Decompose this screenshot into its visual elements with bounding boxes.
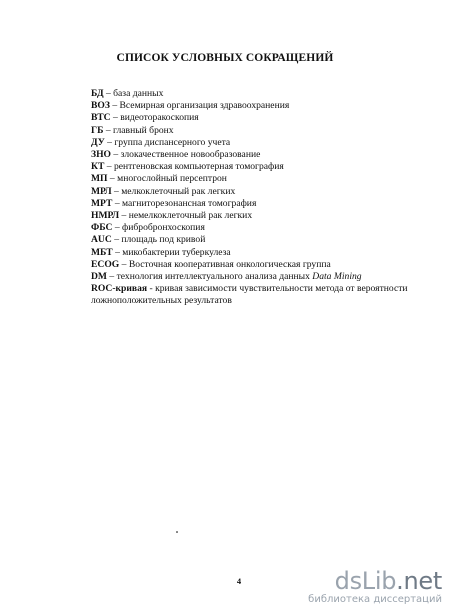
abbreviation-term: ФБС	[91, 222, 113, 234]
list-item	[91, 125, 426, 137]
list-item	[91, 198, 426, 210]
list-item	[91, 173, 426, 185]
list-item	[91, 271, 426, 283]
list-item	[91, 88, 426, 100]
abbreviation-definition: – мелкоклеточный рак легких	[111, 185, 236, 197]
abbreviation-definition: – Восточная кооперативная онкологическая группа	[119, 258, 331, 270]
abbreviation-term: МП	[91, 173, 108, 185]
list-item	[91, 222, 426, 234]
abbreviation-definition: – фибробронхоскопия	[112, 222, 205, 234]
abbreviation-definition: – база данных	[103, 88, 164, 99]
list-item	[91, 247, 426, 259]
watermark-subtitle: библиотека диссертаций	[308, 594, 442, 605]
abbreviation-term: МРЛ	[91, 185, 112, 197]
abbreviation-term: DM	[91, 271, 107, 283]
abbreviation-definition: - кривая зависимости чувствительности метода от вероятности ложноположительных результатов	[91, 283, 408, 307]
abbreviation-emphasis: Data Mining	[312, 271, 362, 283]
abbreviation-term: ДУ	[91, 136, 105, 148]
abbreviation-definition: – Всемирная организация здравоохранения	[109, 100, 290, 112]
watermark-logo-suffix: .net	[396, 567, 442, 595]
abbreviation-term: МРТ	[91, 197, 113, 209]
abbreviation-definition: – площадь под кривой	[111, 234, 206, 246]
abbreviation-term: ROC-кривая	[91, 283, 148, 295]
list-item	[91, 100, 426, 112]
abbreviation-definition: – магниторезонансная томография	[112, 197, 257, 209]
abbreviation-definition: – немелкоклеточный рак легких	[119, 210, 253, 222]
abbreviation-term: AUC	[91, 234, 112, 246]
abbreviation-definition: – злокачественное новообразование	[111, 149, 261, 161]
list-item	[91, 259, 426, 271]
abbreviation-term: БД	[91, 88, 104, 99]
watermark-logo-main: dsLib	[334, 567, 397, 595]
abbreviation-definition: – главный бронх	[103, 124, 174, 136]
abbreviation-definition: – группа диспансерного учета	[104, 136, 231, 148]
abbreviation-definition: – видеоторакоскопия	[110, 112, 199, 124]
watermark	[292, 569, 442, 611]
watermark-logo	[292, 569, 442, 593]
list-item	[91, 210, 426, 222]
scan-speck	[176, 531, 178, 533]
abbreviation-term: ГБ	[91, 124, 104, 136]
list-item	[91, 186, 426, 198]
page-number: 4	[236, 576, 242, 586]
abbreviation-list	[91, 88, 426, 308]
abbreviation-definition: – многослойный персептрон	[107, 173, 227, 185]
abbreviation-term: ВТС	[91, 112, 111, 124]
abbreviation-term: ECOG	[91, 258, 120, 270]
list-item	[91, 149, 426, 161]
abbreviation-term: КТ	[91, 161, 105, 173]
list-item	[91, 283, 426, 307]
abbreviation-term: МБТ	[91, 246, 113, 258]
abbreviation-definition: – микобактерии туберкулеза	[112, 246, 231, 258]
abbreviation-term: ВОЗ	[91, 100, 110, 112]
abbreviation-term: НМРЛ	[91, 210, 120, 222]
abbreviation-definition: – рентгеновская компьютерная томография	[104, 161, 284, 173]
list-item	[91, 112, 426, 124]
abbreviation-term: ЗНО	[91, 149, 111, 161]
abbreviation-definition: – технология интеллектуального анализа данных	[106, 271, 313, 283]
list-item	[91, 161, 426, 173]
list-item	[91, 137, 426, 149]
list-item	[91, 234, 426, 246]
page-title: СПИСОК УСЛОВНЫХ СОКРАЩЕНИЙ	[116, 52, 334, 64]
